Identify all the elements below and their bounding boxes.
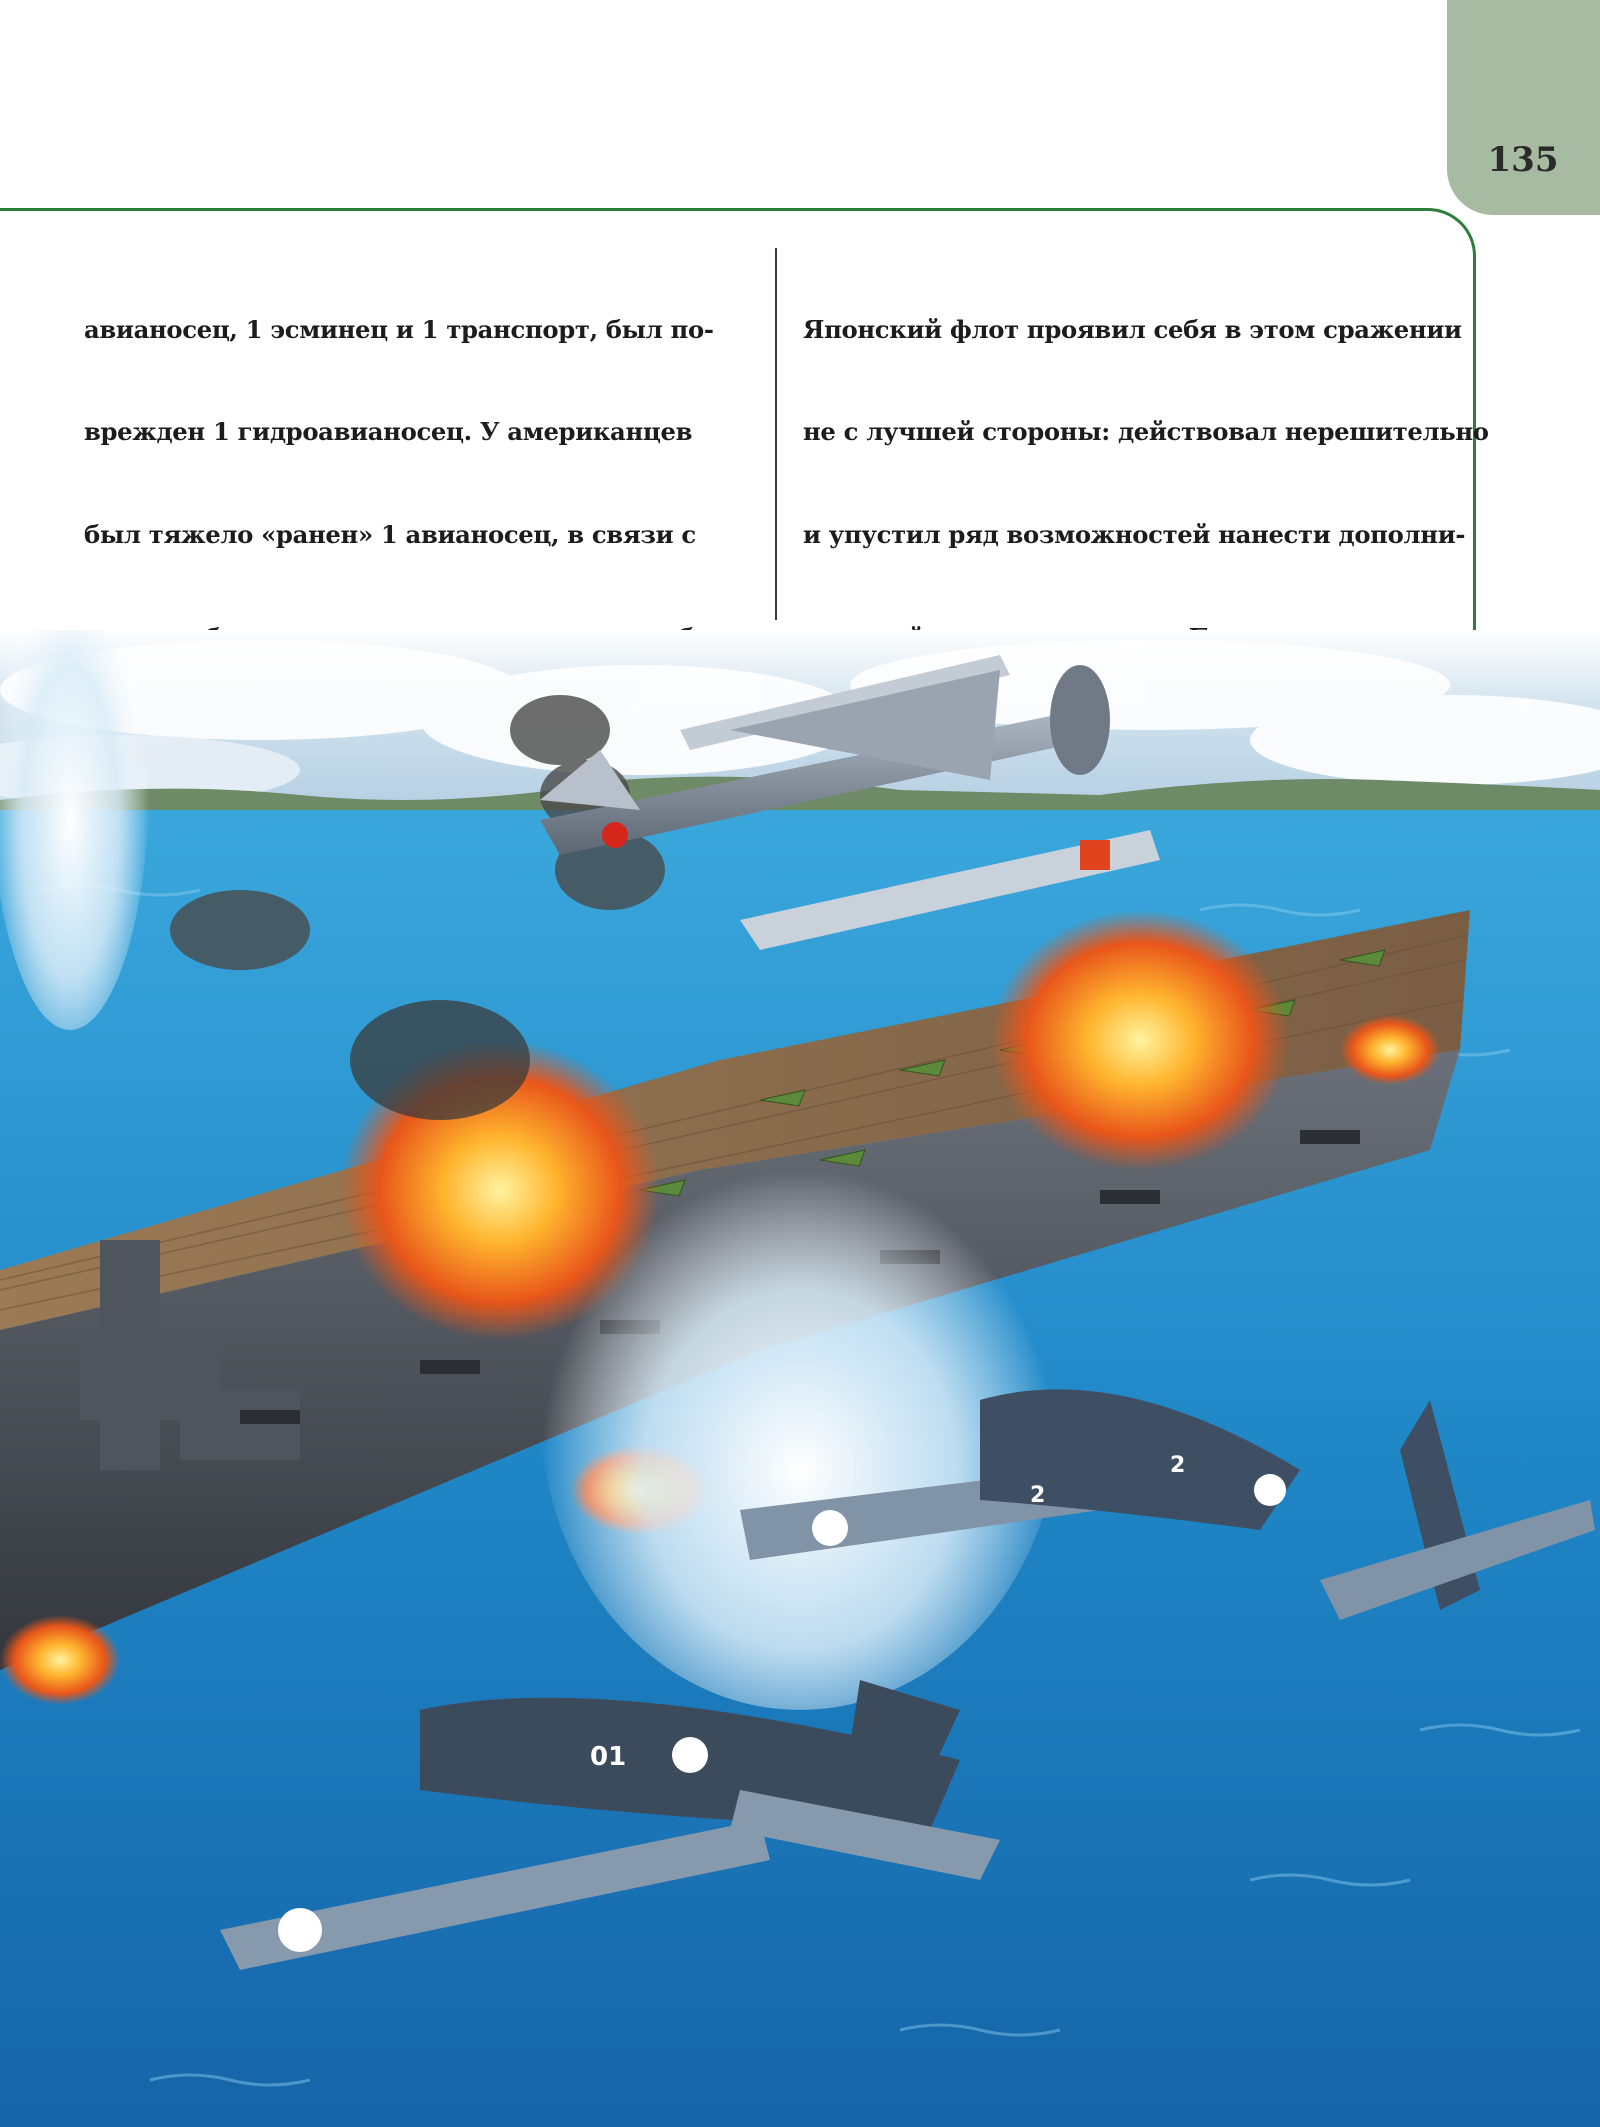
text-line: не с лучшей стороны: действовал нерешительно (803, 417, 1489, 447)
hinomaru-marking (602, 822, 628, 848)
us-star-marking (278, 1908, 322, 1952)
aircraft-number: 2 (1030, 1483, 1046, 1508)
header-rule (0, 208, 1430, 211)
explosion-right (990, 910, 1290, 1170)
text-line: и упустил ряд возможностей нанести дополни- (803, 520, 1466, 550)
text-line: Японский флот проявил себя в этом сражении (803, 314, 1462, 344)
explosion-stern (0, 1615, 120, 1705)
aircraft-number: 01 (590, 1742, 627, 1772)
explosion-bow (1340, 1015, 1440, 1085)
text-line: врежден 1 гидроавианосец. У американцев (84, 417, 693, 447)
us-star-marking (812, 1510, 848, 1546)
text-line: авианосец, 1 эсминец и 1 транспорт, был по- (84, 314, 714, 344)
page-number: 135 (1487, 140, 1559, 180)
battle-illustration (0, 630, 1600, 2127)
page-number-tab (1447, 0, 1600, 215)
aircraft-number: 2 (1170, 1453, 1186, 1478)
column-divider (775, 248, 777, 620)
text-line: был тяжело «ранен» 1 авианосец, в связи с (84, 520, 696, 550)
